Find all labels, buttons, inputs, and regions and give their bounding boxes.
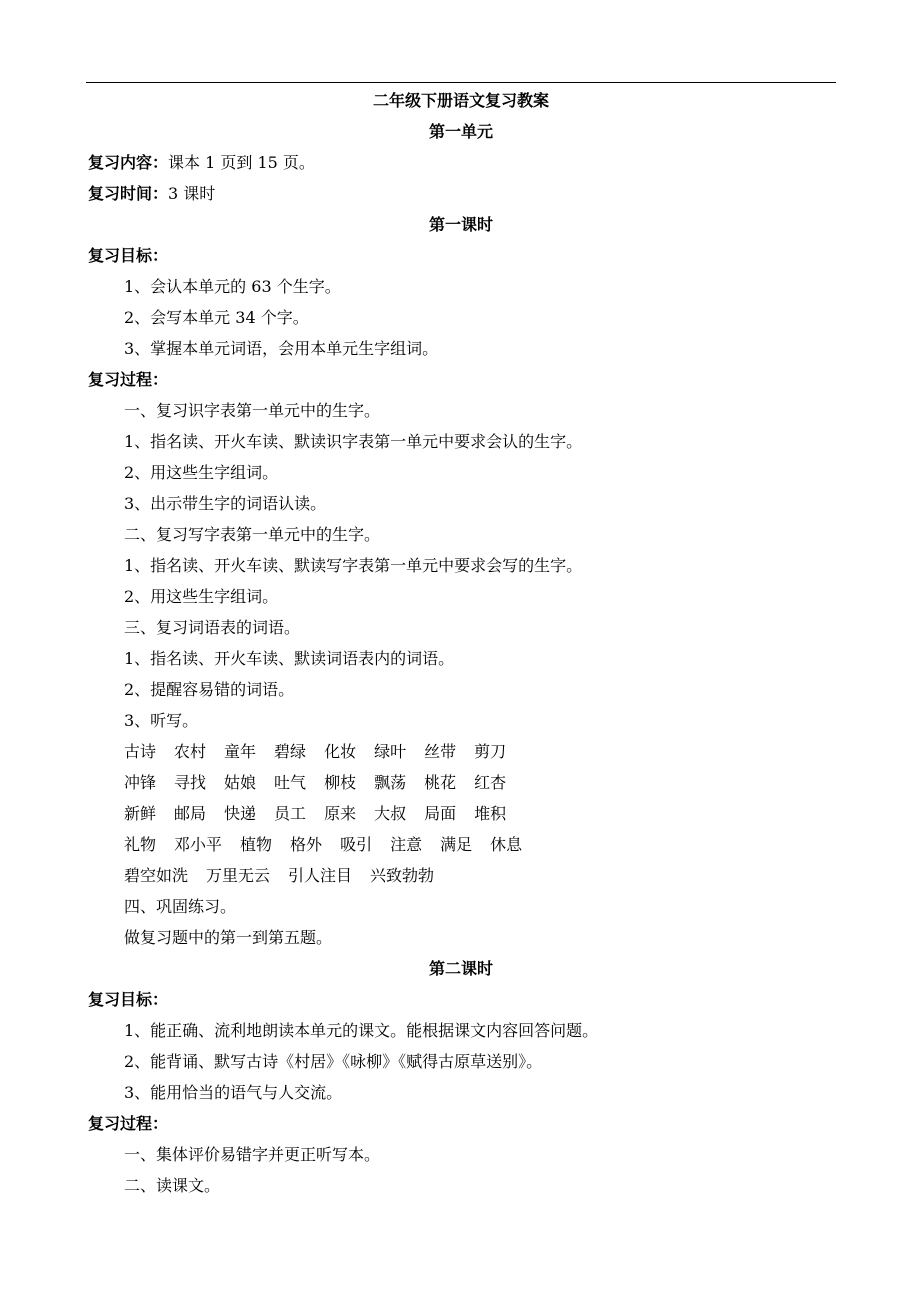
dictation-word-row: [124, 772, 506, 794]
dictation-word: 古诗: [124, 742, 157, 761]
lesson2-process-label: 复习过程：: [88, 1114, 169, 1133]
dictation-word: 飘荡: [374, 773, 407, 792]
dictation-word: 柳枝: [324, 773, 357, 792]
dictation-word: 注意: [390, 835, 423, 854]
dictation-word: 堆积: [474, 804, 507, 823]
dictation-word: 原来: [324, 804, 357, 823]
lesson1-step: 1、指名读、开火车读、默读识字表第一单元中要求会认的生字。: [124, 432, 583, 451]
lesson1-goals-label: 复习目标：: [88, 246, 169, 265]
doc-title: 二年级下册语文复习教案: [372, 91, 549, 110]
dictation-word: 冲锋: [124, 773, 157, 792]
lesson1-step: 1、指名读、开火车读、默读写字表第一单元中要求会写的生字。: [124, 556, 583, 575]
dictation-word: 红杏: [474, 773, 507, 792]
lesson1-practice: 四、巩固练习。: [124, 897, 237, 916]
unit-heading: 第一单元: [428, 122, 493, 141]
dictation-word-row: [124, 803, 506, 825]
dictation-word: 寻找: [174, 773, 207, 792]
dictation-word: 剪刀: [474, 742, 507, 761]
lesson2-goals-label: 复习目标：: [88, 990, 169, 1009]
dictation-word: 引人注目: [288, 866, 353, 885]
lesson1-step: 2、用这些生字组词。: [124, 463, 279, 482]
dictation-word: 化妆: [324, 742, 357, 761]
lesson2-goal: 3、能用恰当的语气与人交流。: [124, 1083, 343, 1102]
header-rule: [86, 82, 836, 83]
dictation-word: 桃花: [424, 773, 457, 792]
dictation-word: 满足: [440, 835, 473, 854]
dictation-word: 农村: [174, 742, 207, 761]
dictation-word: 局面: [424, 804, 457, 823]
lesson2-heading: 第二课时: [428, 959, 493, 978]
review-time-line: [88, 183, 215, 205]
lesson2-step: 二、读课文。: [124, 1176, 221, 1195]
dictation-word: 兴致勃勃: [370, 866, 435, 885]
dictation-word-row: [124, 865, 434, 887]
review-content-line: [88, 152, 315, 174]
lesson1-goal: 3、掌握本单元词语，会用本单元生字组词。: [124, 339, 439, 358]
dictation-word: 休息: [490, 835, 523, 854]
lesson2-step: 一、集体评价易错字并更正听写本。: [124, 1145, 381, 1164]
dictation-word: 万里无云: [206, 866, 271, 885]
dictation-word: 绿叶: [374, 742, 407, 761]
lesson1-goal: 1、会认本单元的 63 个生字。: [124, 277, 341, 296]
review-content-label: 复习内容：: [88, 153, 169, 172]
lesson1-step: 2、提醒容易错的词语。: [124, 680, 295, 699]
dictation-word: 格外: [290, 835, 323, 854]
lesson1-heading: 第一课时: [428, 215, 493, 234]
dictation-word-row: [124, 834, 522, 856]
lesson1-process-label: 复习过程：: [88, 370, 169, 389]
lesson1-step: 二、复习写字表第一单元中的生字。: [124, 525, 381, 544]
review-time-label: 复习时间：: [88, 184, 169, 203]
dictation-word: 姑娘: [224, 773, 257, 792]
review-content-value: 课本 1 页到 15 页。: [168, 153, 315, 172]
dictation-word: 快递: [224, 804, 257, 823]
review-time-value: 3 课时: [168, 184, 216, 203]
lesson1-goal: 2、会写本单元 34 个字。: [124, 308, 309, 327]
dictation-word: 碧绿: [274, 742, 307, 761]
lesson1-step: 一、复习识字表第一单元中的生字。: [124, 401, 381, 420]
lesson1-step: 3、出示带生字的词语认读。: [124, 494, 327, 513]
lesson2-goal: 1、能正确、流利地朗读本单元的课文。能根据课文内容回答问题。: [124, 1021, 599, 1040]
dictation-word: 植物: [240, 835, 273, 854]
dictation-word: 丝带: [424, 742, 457, 761]
dictation-word: 礼物: [124, 835, 157, 854]
lesson1-step: 1、指名读、开火车读、默读词语表内的词语。: [124, 649, 455, 668]
dictation-word: 吐气: [274, 773, 307, 792]
dictation-word: 新鲜: [124, 804, 157, 823]
dictation-word-row: [124, 741, 506, 763]
lesson1-step: 3、听写。: [124, 711, 199, 730]
dictation-word: 碧空如洗: [124, 866, 189, 885]
dictation-word: 童年: [224, 742, 257, 761]
lesson1-step: 2、用这些生字组词。: [124, 587, 279, 606]
lesson1-practice: 做复习题中的第一到第五题。: [124, 928, 333, 947]
dictation-word: 邓小平: [174, 835, 223, 854]
dictation-word: 吸引: [340, 835, 373, 854]
lesson2-goal: 2、能背诵、默写古诗《村居》《咏柳》《赋得古原草送别》。: [124, 1052, 543, 1071]
dictation-word: 大叔: [374, 804, 407, 823]
dictation-word: 邮局: [174, 804, 207, 823]
dictation-word: 员工: [274, 804, 307, 823]
lesson1-step: 三、复习词语表的词语。: [124, 618, 301, 637]
